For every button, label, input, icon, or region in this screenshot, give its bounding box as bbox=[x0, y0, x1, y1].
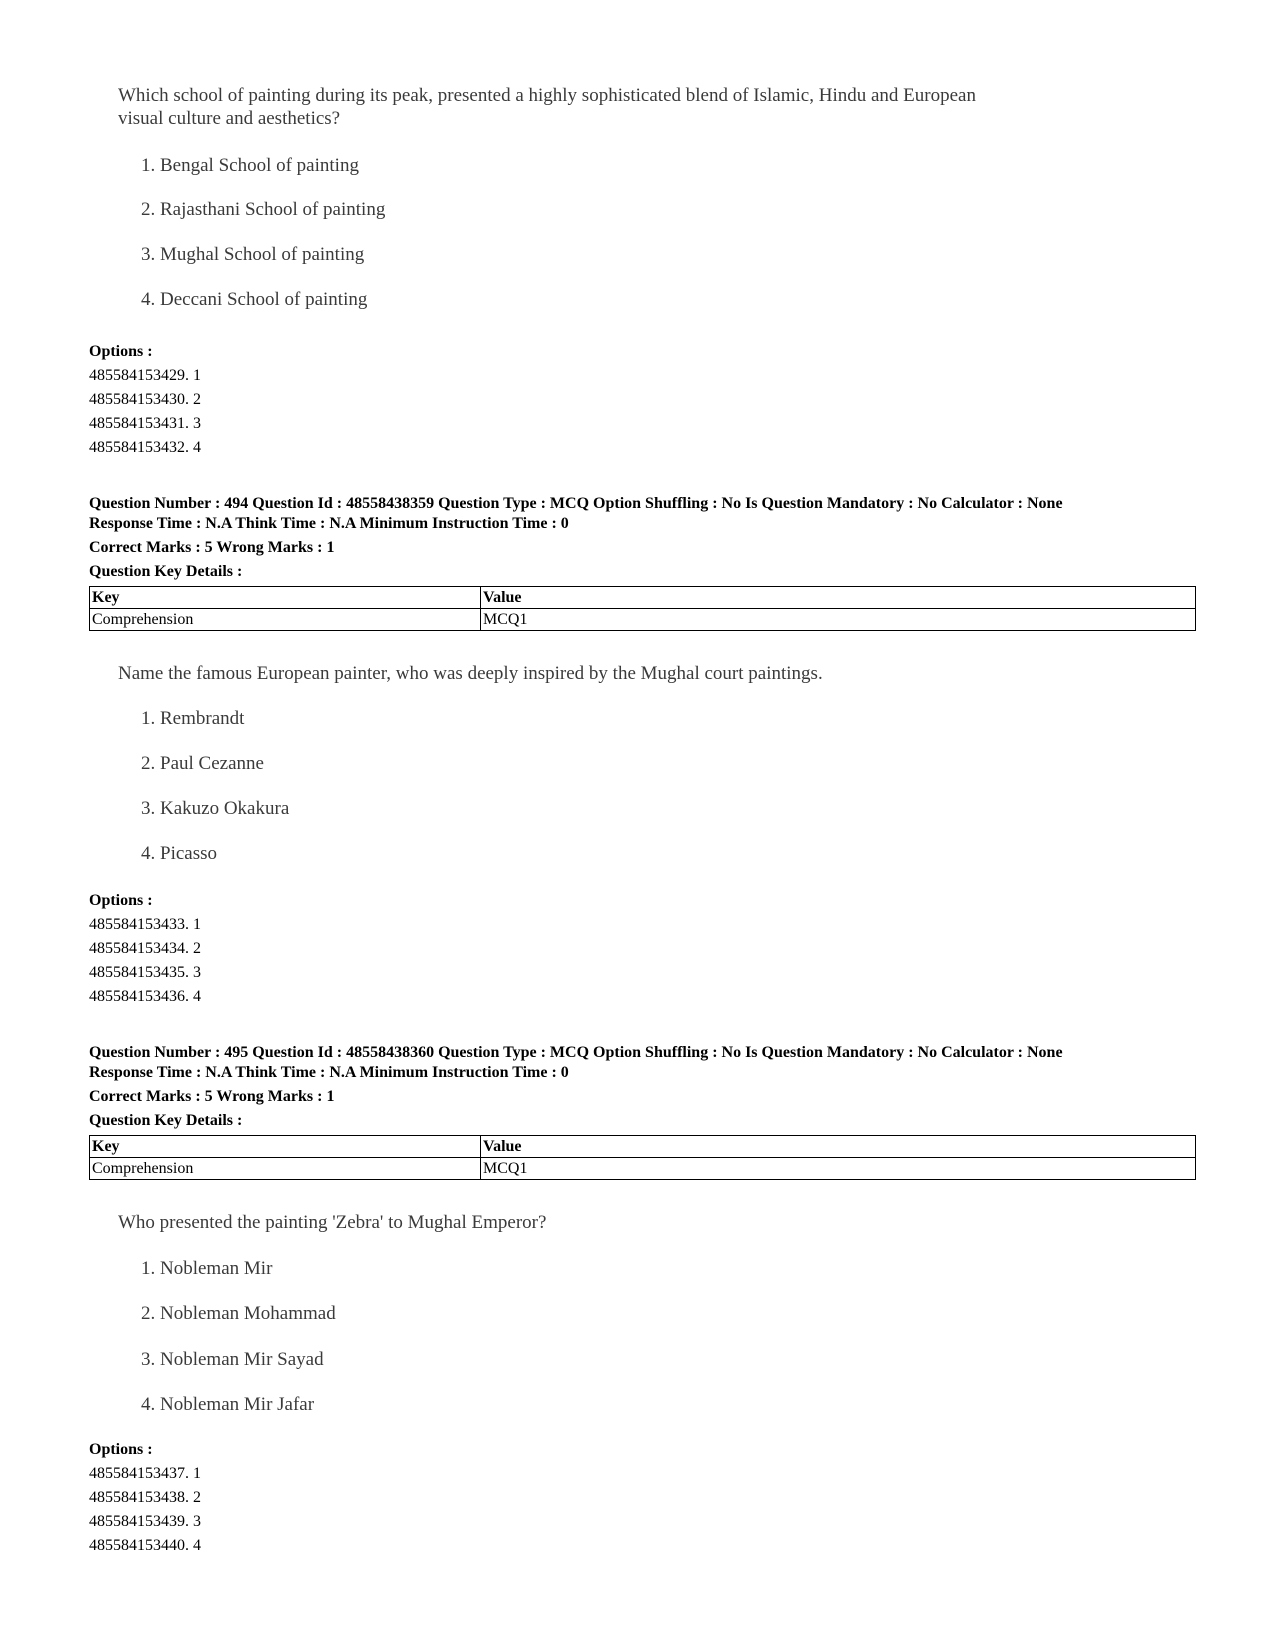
options-label: Options : bbox=[89, 1441, 153, 1458]
key-details-label: Question Key Details : bbox=[89, 1112, 243, 1129]
table-row bbox=[90, 609, 1196, 631]
options-label: Options : bbox=[89, 892, 153, 909]
option-id-2: 485584153434. 2 bbox=[89, 940, 201, 957]
marks-line: Correct Marks : 5 Wrong Marks : 1 bbox=[89, 539, 335, 556]
question-header-timing: Response Time : N.A Think Time : N.A Minimum Instruction Time : 0 bbox=[89, 1064, 569, 1081]
key-details-table bbox=[89, 586, 1196, 631]
table-header-row bbox=[90, 587, 1196, 609]
table-header-row bbox=[90, 1136, 1196, 1158]
choice-4: 4. Nobleman Mir Jafar bbox=[141, 1394, 315, 1415]
option-id-2: 485584153430. 2 bbox=[89, 391, 201, 408]
option-id-1: 485584153437. 1 bbox=[89, 1465, 201, 1482]
table-header-value: Value bbox=[481, 587, 1196, 609]
option-id-3: 485584153439. 3 bbox=[89, 1513, 201, 1530]
table-cell-key: Comprehension bbox=[90, 1158, 481, 1180]
question-header: Question Number : 494 Question Id : 48558438359 Question Type : MCQ Option Shuffling : No Is Question Mandatory : No Calculator : None bbox=[89, 495, 1063, 512]
options-label: Options : bbox=[89, 343, 153, 360]
option-id-4: 485584153432. 4 bbox=[89, 439, 201, 456]
table-row bbox=[90, 1158, 1196, 1180]
table-header-value: Value bbox=[481, 1136, 1196, 1158]
choice-2: 2. Paul Cezanne bbox=[141, 753, 264, 774]
question-text: Who presented the painting 'Zebra' to Mughal Emperor? bbox=[118, 1212, 547, 1233]
table-cell-value: MCQ1 bbox=[481, 1158, 1196, 1180]
key-details-label: Question Key Details : bbox=[89, 563, 243, 580]
choice-4: 4. Deccani School of painting bbox=[141, 289, 368, 310]
option-id-1: 485584153433. 1 bbox=[89, 916, 201, 933]
table-header-key: Key bbox=[90, 1136, 481, 1158]
choice-2: 2. Rajasthani School of painting bbox=[141, 199, 386, 220]
question-header: Question Number : 495 Question Id : 48558438360 Question Type : MCQ Option Shuffling : No Is Question Mandatory : No Calculator : None bbox=[89, 1044, 1063, 1061]
option-id-4: 485584153436. 4 bbox=[89, 988, 201, 1005]
option-id-3: 485584153435. 3 bbox=[89, 964, 201, 981]
table-cell-key: Comprehension bbox=[90, 609, 481, 631]
option-id-3: 485584153431. 3 bbox=[89, 415, 201, 432]
choice-3: 3. Nobleman Mir Sayad bbox=[141, 1349, 324, 1370]
table-header-key: Key bbox=[90, 587, 481, 609]
option-id-1: 485584153429. 1 bbox=[89, 367, 201, 384]
choice-3: 3. Kakuzo Okakura bbox=[141, 798, 290, 819]
choice-1: 1. Bengal School of painting bbox=[141, 155, 359, 176]
choice-1: 1. Nobleman Mir bbox=[141, 1258, 273, 1279]
choice-2: 2. Nobleman Mohammad bbox=[141, 1303, 336, 1324]
choice-4: 4. Picasso bbox=[141, 843, 217, 864]
key-details-table bbox=[89, 1135, 1196, 1180]
question-text: Name the famous European painter, who was deeply inspired by the Mughal court paintings. bbox=[118, 663, 823, 684]
table-cell-value: MCQ1 bbox=[481, 609, 1196, 631]
choice-1: 1. Rembrandt bbox=[141, 708, 245, 729]
question-text: Which school of painting during its peak, presented a highly sophisticated blend of Islamic, Hindu and European visual culture and aesthetics? bbox=[118, 85, 976, 129]
option-id-4: 485584153440. 4 bbox=[89, 1537, 201, 1554]
marks-line: Correct Marks : 5 Wrong Marks : 1 bbox=[89, 1088, 335, 1105]
question-header-timing: Response Time : N.A Think Time : N.A Minimum Instruction Time : 0 bbox=[89, 515, 569, 532]
option-id-2: 485584153438. 2 bbox=[89, 1489, 201, 1506]
choice-3: 3. Mughal School of painting bbox=[141, 244, 365, 265]
